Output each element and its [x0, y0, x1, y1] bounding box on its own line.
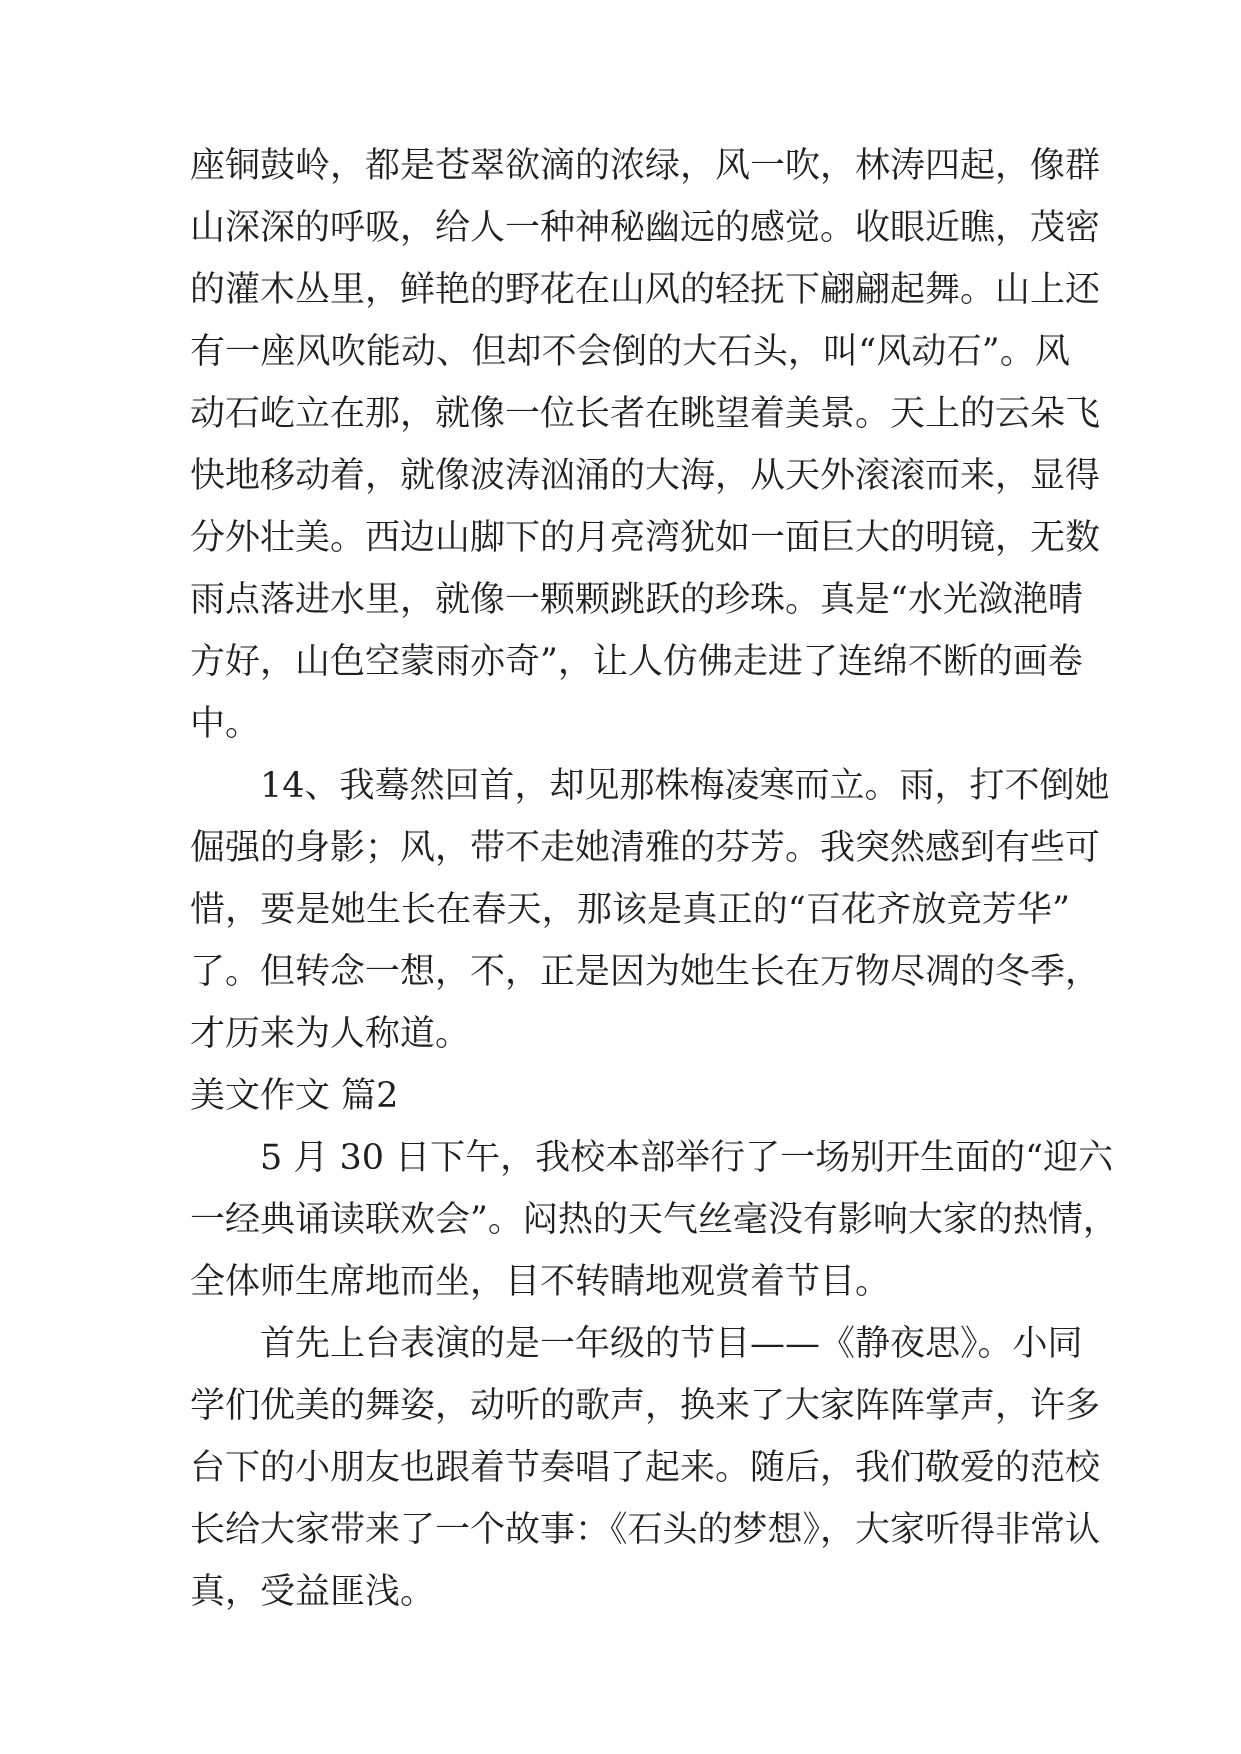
text-line: 山深深的呼吸，给人一种神秘幽远的感觉。收眼近瞧，茂密	[190, 208, 1101, 248]
text-line: 学们优美的舞姿，动听的歌声，换来了大家阵阵掌声，许多	[190, 1386, 1101, 1426]
text-line: 台下的小朋友也跟着节奏唱了起来。随后，我们敬爱的范校	[190, 1448, 1101, 1488]
text-line: 倔强的身影；风，带不走她清雅的芬芳。我突然感到有些可	[190, 828, 1101, 868]
text-line: 座铜鼓岭，都是苍翠欲滴的浓绿，风一吹，林涛四起，像群	[190, 146, 1101, 186]
text-line: 分外壮美。西边山脚下的月亮湾犹如一面巨大的明镜，无数	[190, 518, 1101, 558]
text-line: 长给大家带来了一个故事：《石头的梦想》，大家听得非常认	[190, 1510, 1101, 1550]
paragraph-program	[190, 1313, 1101, 1623]
text-line: 真，受益匪浅。	[190, 1572, 436, 1612]
text-line: 一经典诵读联欢会”。闷热的天气丝毫没有影响大家的热情，	[190, 1200, 1118, 1240]
text-line: 才历来为人称道。	[190, 1014, 471, 1054]
text-line: 全体师生席地而坐，目不转睛地观赏着节目。	[190, 1262, 891, 1302]
text-line: 惜，要是她生长在春天，那该是真正的“百花齐放竞芳华”	[190, 890, 1070, 930]
text-line: 14、我蓦然回首，却见那株梅凌寒而立。雨，打不倒她	[260, 766, 1110, 806]
text-line: 的灌木丛里，鲜艳的野花在山风的轻抚下翩翩起舞。山上还	[190, 270, 1101, 310]
text-line: 5 月 30 日下午，我校本部举行了一场别开生面的“迎六	[260, 1138, 1114, 1178]
text-line: 首先上台表演的是一年级的节目——《静夜思》。小同	[260, 1324, 1083, 1364]
document-body	[190, 135, 1118, 1623]
text-line: 中。	[190, 704, 261, 744]
text-line: 方好，山色空蒙雨亦奇”，让人仿佛走进了连绵不断的画卷	[190, 642, 1083, 682]
text-line: 有一座风吹能动、但却不会倒的大石头，叫“风动石”。风	[190, 332, 1070, 372]
text-line: 快地移动着，就像波涛汹涌的大海，从天外滚滚而来，显得	[190, 456, 1101, 496]
paragraph-event	[190, 1127, 1118, 1313]
text-line: 动石屹立在那，就像一位长者在眺望着美景。天上的云朵飞	[190, 394, 1101, 434]
section-heading: 美文作文 篇2	[190, 1076, 399, 1116]
text-line: 雨点落进水里，就像一颗颗跳跃的珍珠。真是“水光潋滟晴	[190, 580, 1083, 620]
paragraph-14	[190, 755, 1110, 1065]
continuation-paragraph	[190, 135, 1101, 755]
text-line: 了。但转念一想，不，正是因为她生长在万物尽凋的冬季，	[190, 952, 1101, 992]
